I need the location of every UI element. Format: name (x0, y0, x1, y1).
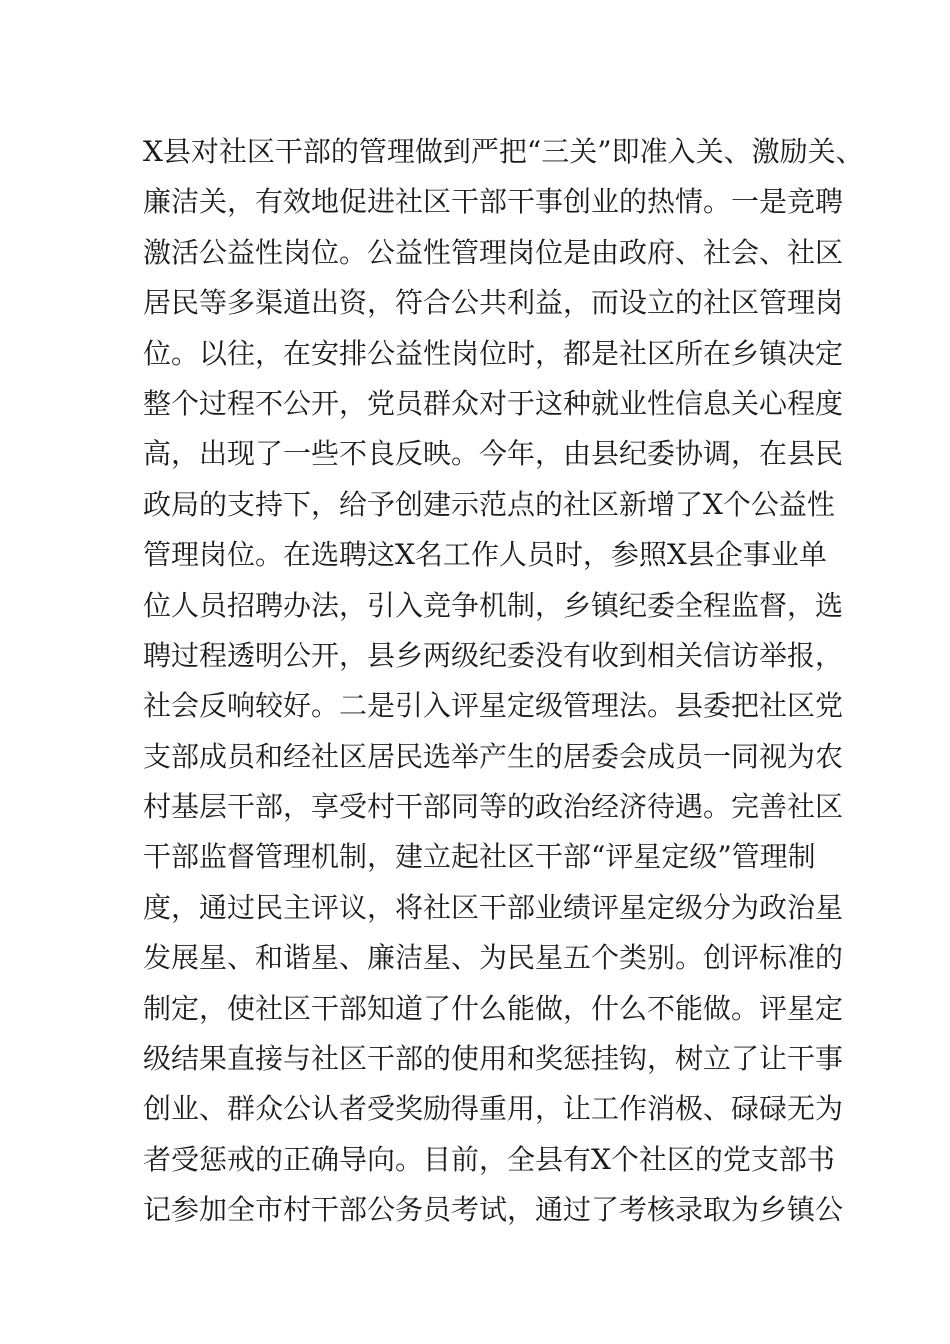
text-line: 居民等多渠道出资，符合公共利益，而设立的社区管理岗 (143, 286, 844, 320)
text-line: 社会反响较好。二是引入评星定级管理法。县委把社区党 (143, 689, 844, 723)
text-line: 制定，使社区干部知道了什么能做，什么不能做。评星定 (143, 991, 844, 1025)
text-line: 支部成员和经社区居民选举产生的居委会成员一同视为农 (143, 739, 844, 773)
text-line: 村基层干部，享受村干部同等的政治经济待遇。完善社区 (143, 790, 844, 824)
text-line: 聘过程透明公开，县乡两级纪委没有收到相关信访举报， (143, 638, 844, 672)
text-line: 度，通过民主评议，将社区干部业绩评星定级分为政治星 (143, 890, 844, 924)
text-line: 整个过程不公开，党员群众对于这种就业性信息关心程度 (143, 386, 844, 420)
text-line: 记参加全市村干部公务员考试，通过了考核录取为乡镇公 (143, 1193, 844, 1227)
text-line: 管理岗位。在选聘这X名工作人员时，参照X县企事业单 (143, 538, 827, 572)
text-line: 高，出现了一些不良反映。今年，由县纪委协调，在县民 (143, 437, 844, 471)
text-line: 位人员招聘办法，引入竞争机制，乡镇纪委全程监督，选 (143, 588, 844, 622)
text-line: 激活公益性岗位。公益性管理岗位是由政府、社会、社区 (143, 235, 844, 269)
text-line: 位。以往，在安排公益性岗位时，都是社区所在乡镇决定 (143, 336, 844, 370)
text-line: 政局的支持下，给予创建示范点的社区新增了X个公益性 (143, 487, 835, 521)
text-line: 者受惩戒的正确导向。目前，全县有X个社区的党支部书 (143, 1142, 835, 1176)
text-line: X县对社区干部的管理做到严把“三关”即准入关、激励关、 (143, 135, 864, 168)
text-line: 创业、群众公认者受奖励得重用，让工作消极、碌碌无为 (143, 1092, 844, 1126)
text-line: 级结果直接与社区干部的使用和奖惩挂钩，树立了让干事 (143, 1042, 844, 1076)
text-line: 发展星、和谐星、廉洁星、为民星五个类别。创评标准的 (143, 941, 844, 975)
body-paragraph (143, 127, 864, 1236)
text-line: 廉洁关，有效地促进社区干部干事创业的热情。一是竞聘 (143, 185, 844, 219)
text-line: 干部监督管理机制，建立起社区干部“评星定级”管理制 (143, 840, 816, 874)
